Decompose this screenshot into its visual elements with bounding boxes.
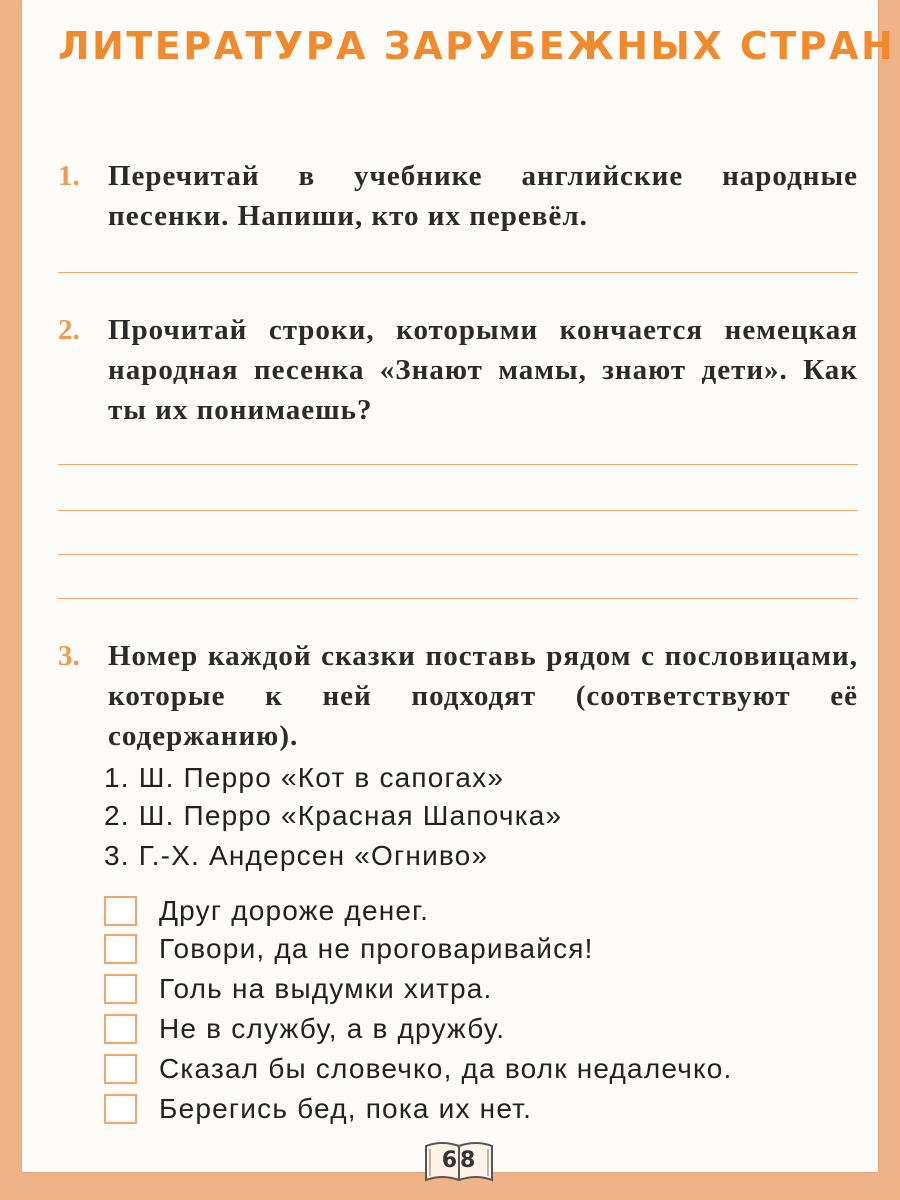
task-number: 2. [58,314,80,346]
task-text: Номер каждой сказки поставь рядом с пословицами, которые к ней подходят (соответствуют её содержанию). [108,640,858,752]
proverb-row [104,1090,532,1128]
task-text: Прочитай строки, которыми кончается немецкая народная песенка «Знают мамы, знают дети». Как ты их понимаешь? [108,314,858,426]
proverb-row [104,930,594,968]
answer-line[interactable] [58,510,858,511]
answer-line[interactable] [58,554,858,555]
answer-box[interactable] [104,974,137,1004]
proverb-text: Голь на выдумки хитра. [159,973,493,1004]
page-number: 68 [441,1148,479,1173]
answer-line[interactable] [58,464,858,465]
task-number: 1. [58,160,80,192]
tale-item: 2. Ш. Перро «Красная Шапочка» [104,800,563,831]
answer-line[interactable] [58,272,858,273]
proverb-text: Не в службу, а в дружбу. [159,1013,506,1044]
task-number: 3. [58,640,80,672]
proverb-row [104,1050,733,1088]
task-2 [58,310,858,430]
task-3 [58,636,858,756]
task-text: Перечитай в учебнике английские народные песенки. Напиши, кто их перевёл. [108,160,858,232]
answer-line[interactable] [58,598,858,599]
proverb-text: Сказал бы словечко, да волк недалечко. [159,1053,733,1084]
page-title: ЛИТЕРАТУРА ЗАРУБЕЖНЫХ СТРАН [58,24,896,68]
proverb-row [104,1010,505,1048]
tale-item: 1. Ш. Перро «Кот в сапогах» [104,762,505,793]
proverb-row [104,892,429,930]
answer-box[interactable] [104,1054,137,1084]
answer-box[interactable] [104,896,137,926]
proverb-text: Говори, да не проговаривайся! [159,933,594,964]
proverb-text: Друг дороже денег. [159,895,430,926]
proverb-row [104,970,493,1008]
answer-box[interactable] [104,1094,137,1124]
proverb-text: Берегись бед, пока их нет. [159,1093,533,1124]
tale-item: 3. Г.-Х. Андерсен «Огниво» [104,840,489,871]
answer-box[interactable] [104,934,137,964]
task-1 [58,156,858,236]
answer-box[interactable] [104,1014,137,1044]
